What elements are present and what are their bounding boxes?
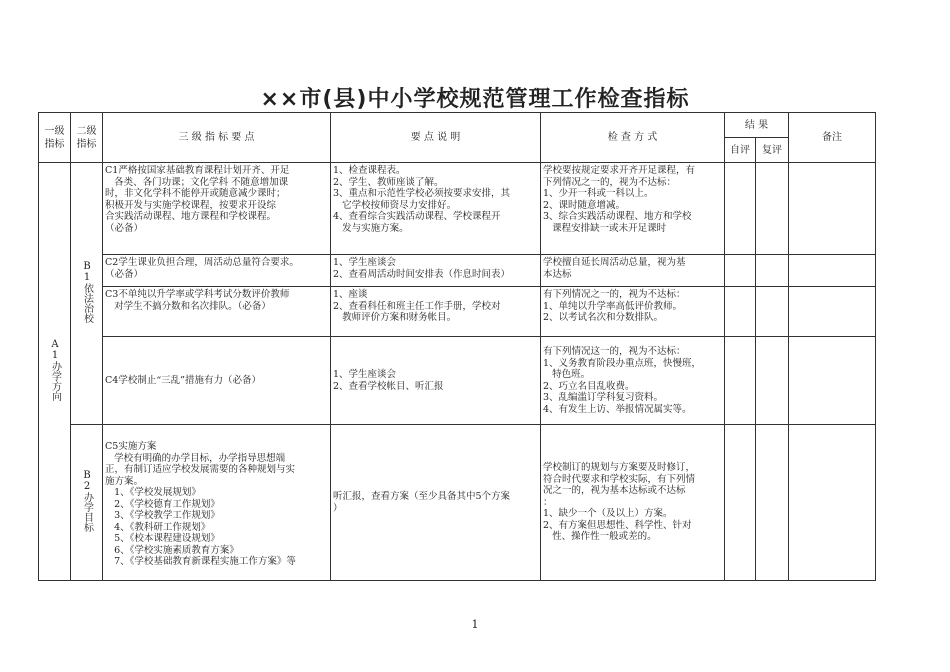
c3-method: 有下列情况之一的，视为不达标： 1、单纯以升学率高低评价教师。 2、以考试名次和分数排队。: [541, 287, 725, 337]
page-title: ××市(县)中小学校规范管理工作检查指标: [260, 87, 690, 112]
c1-self-eval: [725, 163, 756, 255]
c4-re-eval: [756, 337, 789, 425]
c4-point: C4学校制止“三乱”措施有力（必备）: [103, 337, 331, 425]
header-result: 结 果: [725, 113, 789, 138]
a1-label: A1办学方向: [49, 338, 61, 401]
c5-point: C5实施方案 学校有明确的办学目标，办学指导思想端 正，有制订适应学校发展需要的各种规划与实 施方案。 1、《学校发展规划》 2、《学校德育工作规划》 3、《学校教学工作规划》 4、《教科研工作规划》 5、《校本课程建设规划》 6、《学校实施素质教育方案》 7、《学校基础教育新课程实施工作方案》等: [103, 425, 331, 581]
c4-self-eval: [725, 337, 756, 425]
c2-remark: [789, 255, 876, 287]
header-level1: 一级 指标: [39, 113, 71, 163]
b2-cell: [71, 425, 103, 581]
c4-remark: [789, 337, 876, 425]
header-remark: 备注: [789, 113, 876, 163]
c3-self-eval: [725, 287, 756, 337]
c5-note: 听汇报，查看方案（至少具备其中5个方案 ）: [331, 425, 541, 581]
header-level3: 三 级 指 标 要 点: [103, 113, 331, 163]
c5-re-eval: [756, 425, 789, 581]
header-self-eval: 自评: [725, 138, 756, 163]
c1-note: 1、检查课程表。 2、学生、教师座谈了解。 3、重点和示范性学校必须按要求安排，其 它学校按师资尽力安排好。 4、查看综合实践活动课程、学校课程开 发与实施方案。: [331, 163, 541, 255]
header-notes: 要 点 说 明: [331, 113, 541, 163]
c3-re-eval: [756, 287, 789, 337]
b2-label: B2办学目标: [81, 469, 93, 532]
c2-re-eval: [756, 255, 789, 287]
header-method: 检 查 方 式: [541, 113, 725, 163]
page-number: 1: [471, 618, 479, 631]
c5-remark: [789, 425, 876, 581]
c2-method: 学校擅自延长周活动总量，视为基 本达标: [541, 255, 725, 287]
c1-point: C1严格按国家基础教育课程计划开齐、开足 各类、各门功课；文化学科 不随意增加课 时，非文化学科不能停开或随意减少课时； 积极开发与实施学校课程，按要求开设综 合实践活动课程、地方课程和学校课程。 （必备）: [103, 163, 331, 255]
b1-label: B1依法治校: [81, 260, 93, 323]
inspection-table: [38, 112, 876, 581]
c4-note: 1、学生座谈会 2、查看学校帐目、听汇报: [331, 337, 541, 425]
c3-remark: [789, 287, 876, 337]
header-re-eval: 复评: [756, 138, 789, 163]
c3-point: C3不单纯以升学率或学科考试分数评价教师 对学生不搞分数和名次排队。（必备）: [103, 287, 331, 337]
c1-remark: [789, 163, 876, 255]
c3-note: 1、座谈 2、查看科任和班主任工作手册，学校对 教师评价方案和财务帐目。: [331, 287, 541, 337]
c5-method: 学校制订的规划与方案要及时修订， 符合时代要求和学校实际，有下列情 况之一的，视为基本达标或不达标 ： 1、缺少一个（及以上）方案。 2、有方案但思想性、科学性、针对 性、操作性一般或差的。: [541, 425, 725, 581]
c2-note: 1、学生座谈会 2、查看周活动时间安排表（作息时间表）: [331, 255, 541, 287]
c5-self-eval: [725, 425, 756, 581]
c2-point: C2学生课业负担合理，周活动总量符合要求。 （必备）: [103, 255, 331, 287]
b1-cell: [71, 163, 103, 425]
a1-cell: [39, 163, 71, 581]
header-level2: 二级 指标: [71, 113, 103, 163]
c2-self-eval: [725, 255, 756, 287]
c4-method: 有下列情况这一的，视为不达标： 1、义务教育阶段办重点班，快慢班， 特色班。 2、巧立名目乱收费。 3、乱编滥订学科复习资料。 4、有发生上访、举报情况属实等。: [541, 337, 725, 425]
c1-method: 学校要按规定要求开齐开足课程，有 下列情况之一的，视为不达标： 1、少开一科或一科以上。 2、课时随意增减。 3、综合实践活动课程、地方和学校 课程安排缺一或未开足课时: [541, 163, 725, 255]
c1-re-eval: [756, 163, 789, 255]
